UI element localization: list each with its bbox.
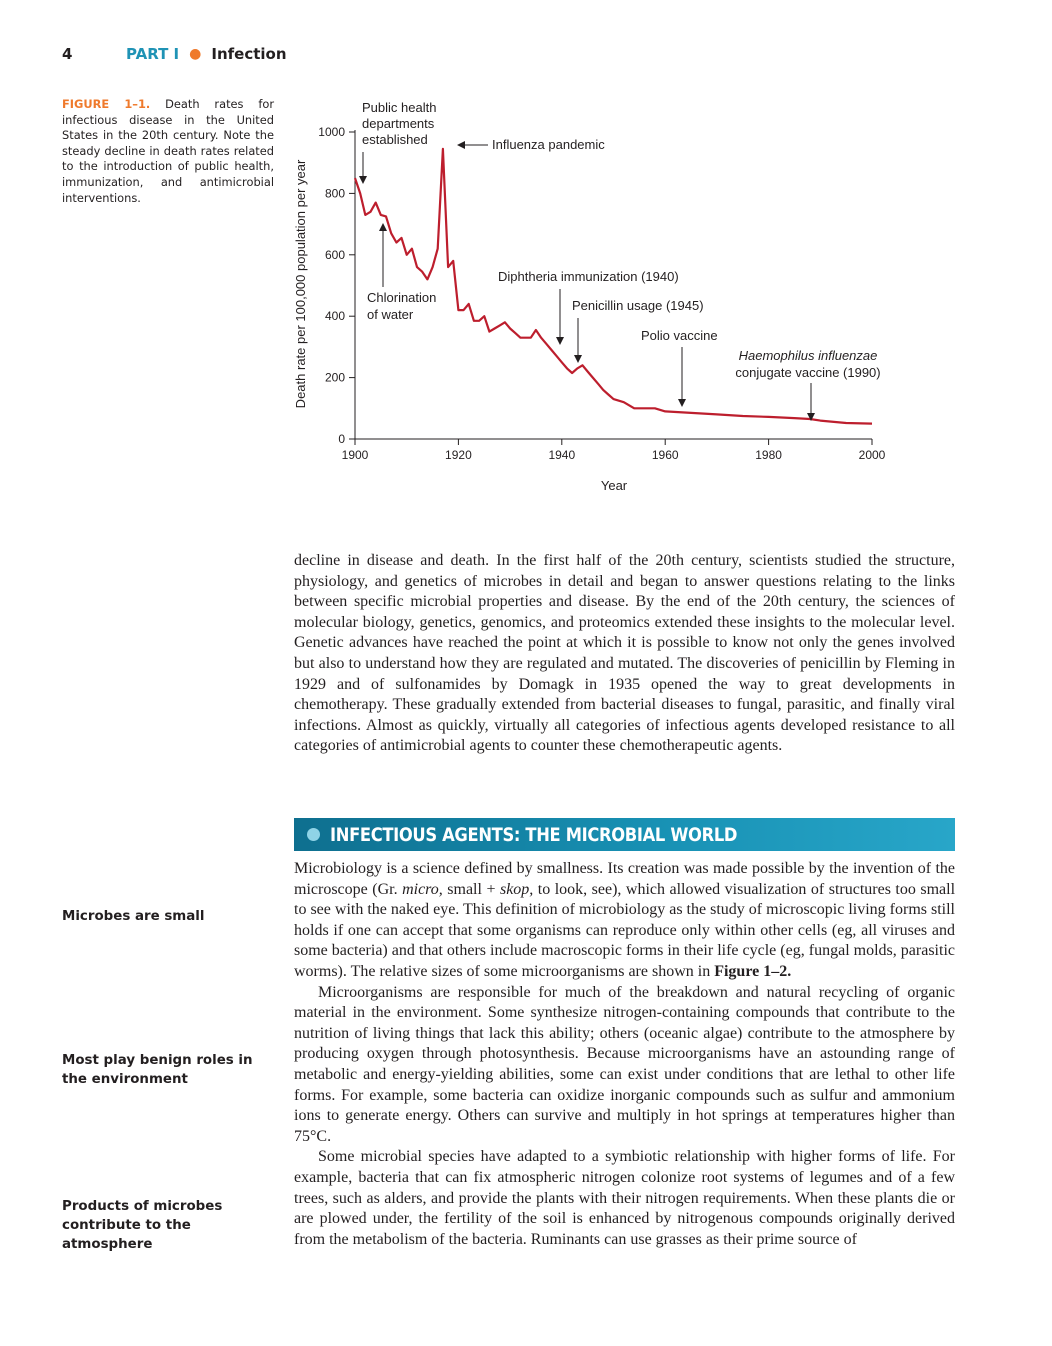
figure-caption-text: Death rates for infectious disease in the United States in the 20th century. Note the steady decline in death rates related to the introduction of public health, immunization, and antimicrobial interventions. bbox=[62, 97, 274, 205]
section-paragraph-2: Microorganisms are responsible for much of the breakdown and natural recycling of organic material in the environment. Some synthesize nitrogen-containing compounds that contribute to the nutrition of living things that lack this ability; others (oceanic algae) contribute to the atmosphere by producing oxygen through photosynthesis. Because microorganisms have an astounding range of metabolic and energy-yielding abilities, some can exist under conditions that are lethal to other life forms. For example, some bacteria can oxidize inorganic compounds such as sulfur and ammonium ions to generate energy. Others can survive and multiply in hot springs at temperatures higher than 75°C. bbox=[294, 983, 955, 1145]
label-hib-1: Haemophilus influenzae bbox=[738, 348, 878, 363]
y-axis-label: Death rate per 100,000 population per year bbox=[293, 159, 308, 409]
margin-note-microbes-small: Microbes are small bbox=[62, 909, 205, 924]
y-tick-label: 200 bbox=[324, 370, 345, 385]
label-influenza: Influenza pandemic bbox=[492, 137, 605, 152]
figure-caption bbox=[62, 97, 274, 206]
intro-paragraph-block bbox=[294, 551, 955, 757]
p1-term-micro: micro, bbox=[402, 880, 443, 898]
death-rate-line bbox=[355, 149, 872, 424]
y-tick-label: 400 bbox=[324, 309, 345, 324]
margin-note-atmosphere: Products of microbes contribute to the atmosphere bbox=[62, 1199, 223, 1252]
part-label: PART I bbox=[126, 45, 180, 63]
label-public-health-1: Public health bbox=[362, 100, 437, 115]
label-polio: Polio vaccine bbox=[641, 328, 718, 343]
label-chlorination-1: Chlorination bbox=[367, 290, 437, 305]
header-bullet: ● bbox=[189, 46, 202, 62]
x-tick-label: 1940 bbox=[548, 448, 576, 462]
intro-paragraph: decline in disease and death. In the first half of the 20th century, scientists studied the structure, physiology, and genetics of microbes in detail and began to answer questions relating to the links between specific microbial properties and disease. By the end of the 20th century, the sciences of molecular biology, genetics, genomics, and proteomics extended these insights to the molecular level. Genetic advances have reached the point at which it is possible to know not only the genes involved but also to understand how they are regulated and mutated. The discoveries of penicillin by Fleming in 1929 and of sulfonamides by Domagk in 1935 opened the way to great developments in chemotherapy. These gradually extended from bacterial diseases to fungal, parasitic, and finally viral infections. Almost as quickly, virtually all categories of infectious agents developed resistance to all categories of antimicrobial agents to counter these chemotherapeutic agents. bbox=[294, 552, 955, 755]
y-tick-label: 800 bbox=[324, 186, 345, 201]
section-paragraph-1 bbox=[294, 859, 955, 983]
x-tick-label: 1980 bbox=[755, 448, 782, 462]
label-diphtheria: Diphtheria immunization (1940) bbox=[498, 269, 679, 284]
figure-reference: Figure 1–2. bbox=[714, 962, 792, 980]
x-tick-label: 1920 bbox=[445, 448, 472, 462]
margin-note-benign-roles: Most play benign roles in the environment bbox=[62, 1053, 253, 1087]
section-banner bbox=[294, 818, 955, 851]
section-body bbox=[294, 859, 955, 1250]
p1-term-skop: skop, bbox=[499, 880, 534, 898]
y-tick-label: 600 bbox=[324, 247, 345, 262]
banner-bullet-icon bbox=[307, 828, 320, 841]
section-title: INFECTIOUS AGENTS: THE MICROBIAL WORLD bbox=[330, 823, 738, 846]
x-tick-label: 2000 bbox=[858, 448, 886, 462]
x-tick-label: 1900 bbox=[341, 448, 369, 462]
x-axis-label: Year bbox=[600, 478, 628, 493]
label-hib-2: conjugate vaccine (1990) bbox=[735, 365, 881, 380]
x-tick-label: 1960 bbox=[651, 448, 679, 462]
y-tick-label: 1000 bbox=[318, 125, 345, 139]
p1-text-c: to look, see), which allowed visualization of structures too small to see with the naked eye. This definition of microbiology as the study of microscopic living forms still holds if one can accept that some organisms can reproduce only within other cells (eg, all viruses and some bacteria) and that others include macroscopic forms in their life cycle (eg, fungal molds, parasitic worms). The relative sizes of some microorganisms are shown in bbox=[294, 880, 956, 980]
header-section-name: Infection bbox=[211, 45, 287, 63]
p1-text-b: small + bbox=[442, 880, 500, 898]
section-paragraph-3: Some microbial species have adapted to a symbiotic relationship with higher forms of life. For example, bacteria that can fix atmospheric nitrogen colonize root systems of legumes and of a few trees, such as alders, and provide the plants with their nitrogen requirements. When these plants die or are plowed under, the fertility of the soil is enhanced by nitrogenous compounds originally derived from the metabolism of the bacteria. Ruminants can use grasses as their prime source of bbox=[294, 1148, 955, 1248]
label-public-health-3: established bbox=[362, 132, 428, 147]
p1-text-a: Microbiology is a science defined by smallness. Its creation was made possible by the invention of the microscope (Gr. bbox=[294, 860, 955, 898]
running-header bbox=[62, 42, 287, 66]
page-number: 4 bbox=[62, 45, 73, 63]
label-penicillin: Penicillin usage (1945) bbox=[572, 298, 704, 313]
label-chlorination-2: of water bbox=[367, 307, 414, 322]
figure-label: FIGURE 1–1. bbox=[62, 97, 151, 111]
y-tick-label: 0 bbox=[338, 432, 345, 446]
label-public-health-2: departments bbox=[362, 116, 435, 131]
death-rate-chart bbox=[288, 95, 908, 505]
